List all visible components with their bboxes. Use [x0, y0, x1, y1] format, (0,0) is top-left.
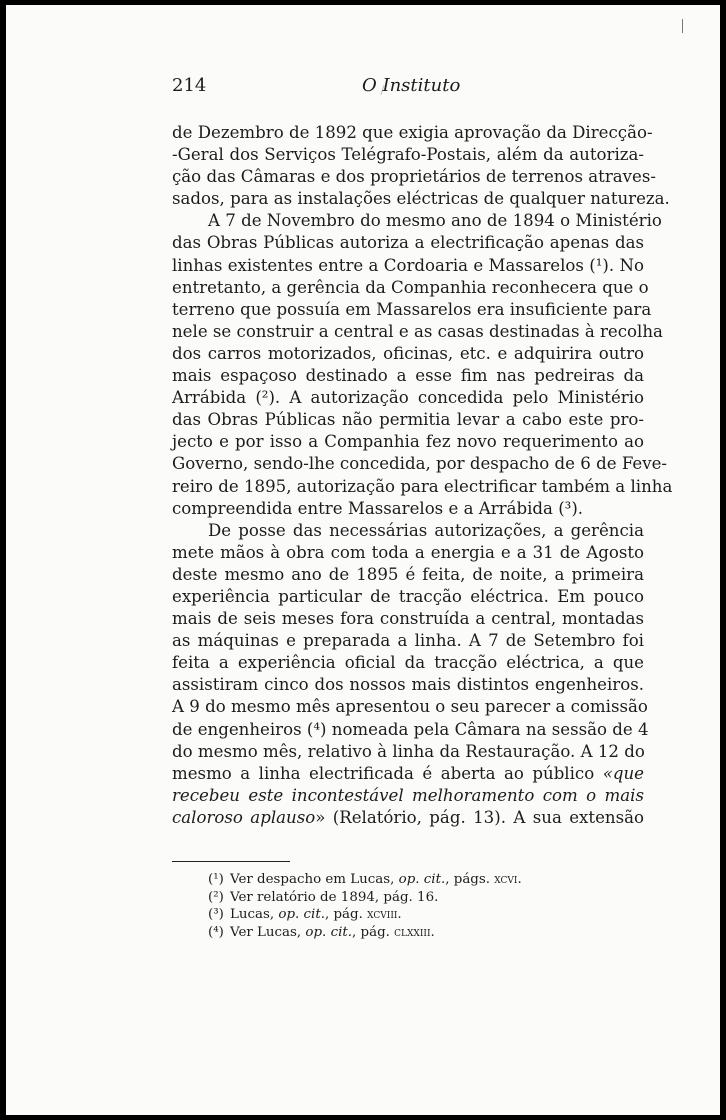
paragraph: [172, 210, 673, 519]
footnote-text: Ver relatório de 1894, pág. 16.: [230, 889, 439, 905]
scan-mark: [682, 19, 683, 33]
text-line: de Dezembro de 1892 que exigia aprovação da Direcção-: [172, 123, 653, 142]
running-title: O Instituto: [362, 75, 461, 96]
running-header: [172, 75, 644, 103]
footnote: [208, 924, 522, 942]
text-line: A 9 do mesmo mês apresentou o seu parecer a comissão: [172, 697, 648, 717]
text-line: Governo, sendo-lhe concedida, por despacho de 6 de Feve-: [172, 454, 668, 474]
text-line: mais espaçoso destinado a esse fim nas pedreiras da: [172, 366, 644, 386]
footnote-text: Ver Lucas,: [230, 924, 306, 940]
text-line: as máquinas e preparada a linha. A 7 de Setembro foi: [172, 631, 644, 651]
book-page: [6, 5, 720, 1115]
footnote-roman-page: xcviii.: [367, 907, 402, 923]
text-line: entretanto, a gerência da Companhia reconhecera que o: [172, 277, 649, 297]
text-line: [172, 785, 644, 807]
quote-italic: «que: [602, 763, 644, 783]
footnote-rule: [172, 861, 290, 862]
body-text: [172, 122, 673, 829]
text-line: mete mãos à obra com toda a energia e a 31 de Agosto: [172, 542, 644, 562]
text-line: do mesmo mês, relativo à linha da Restauração. A 12 do: [172, 741, 645, 761]
paragraph: [172, 122, 670, 210]
text-line: feita a experiência oficial da tracção eléctrica, a que: [172, 653, 644, 673]
text-line: das Obras Públicas não permitia levar a cabo este pro-: [172, 410, 644, 430]
text-line: A 7 de Novembro do mesmo ano de 1894 o Ministério: [208, 211, 662, 231]
footnotes: [208, 871, 522, 941]
footnote-roman-page: xcvi.: [494, 872, 522, 887]
text-line: linhas existentes entre a Cordoaria e Massarelos (¹). No: [172, 255, 644, 275]
text-line: mesmo a linha electrificada é aberta ao público «que: [172, 763, 644, 783]
footnote-text: , pág.: [352, 924, 395, 940]
text-line: de engenheiros (⁴) nomeada pela Câmara na sessão de 4: [172, 719, 649, 739]
footnote-mark: (²): [208, 889, 224, 905]
footnote-text: , págs.: [445, 872, 495, 887]
text-line: nele se construir a central e as casas destinadas à recolha: [172, 321, 663, 341]
text-line: Arrábida (²). A autorização concedida pelo Ministério: [172, 388, 644, 408]
page-number: 214: [172, 75, 207, 96]
footnote-citation: op. cit.: [305, 924, 352, 940]
quote-italic: caloroso aplauso: [172, 807, 316, 827]
text-line: das Obras Públicas autoriza a electrificação apenas das: [172, 233, 644, 253]
footnote-mark: (⁴): [208, 924, 224, 940]
footnote-text: Lucas,: [230, 907, 279, 923]
footnote-text: Ver despacho em Lucas,: [230, 872, 399, 887]
footnote: [208, 906, 522, 924]
text-line: sados, para as instalações eléctricas de qualquer natureza.: [172, 189, 670, 209]
text-line: terreno que possuía em Massarelos era insuficiente para: [172, 299, 652, 319]
text-line: mais de seis meses fora construída a central, montadas: [172, 609, 644, 629]
paragraph: [172, 520, 649, 829]
text-line: assistiram cinco dos nossos mais distintos engenheiros.: [172, 675, 644, 695]
footnote-citation: op. cit.: [398, 872, 446, 887]
quote-italic: recebeu este incontestável melhoramento com o mais: [172, 785, 644, 805]
footnote-mark: (¹): [208, 872, 224, 887]
text-line: caloroso aplauso» (Relatório, pág. 13). A sua extensão: [172, 807, 644, 827]
text-line: -Geral dos Serviços Telégrafo-Postais, além da autoriza-: [172, 145, 644, 165]
text-line: dos carros motorizados, oficinas, etc. e adquirira outro: [172, 343, 644, 363]
footnote-text: , pág.: [324, 907, 368, 923]
footnote: [208, 889, 522, 907]
text-line: deste mesmo ano de 1895 é feita, de noite, a primeira: [172, 564, 644, 584]
footnote: [208, 871, 522, 889]
text-line: jecto e por isso a Companhia fez novo requerimento ao: [172, 432, 644, 452]
text-line: experiência particular de tracção eléctrica. Em pouco: [172, 586, 644, 606]
footnote-citation: op. cit.: [278, 907, 325, 923]
footnote-mark: (³): [208, 907, 224, 923]
text-line: reiro de 1895, autorização para electrificar também a linha: [172, 476, 673, 496]
text-line: compreendida entre Massarelos e a Arrábida (³).: [172, 498, 584, 518]
text-line: ção das Câmaras e dos proprietários de terrenos atraves-: [172, 167, 656, 187]
footnote-roman-page: clxxiii.: [394, 924, 435, 940]
text-line: De posse das necessárias autorizações, a gerência: [208, 520, 644, 540]
